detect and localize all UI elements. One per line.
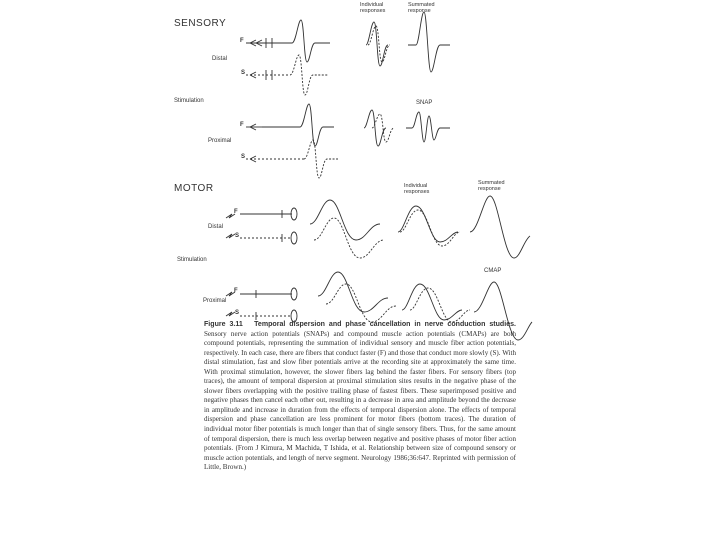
motor-distal-slow-letter: S <box>235 233 240 239</box>
sensory-title: SENSORY <box>174 18 227 29</box>
sensory-summated-header: Summated response <box>408 2 435 14</box>
motor-stimulation-label: Stimulation <box>177 257 207 263</box>
motor-proximal-label: Proximal <box>203 298 227 304</box>
sensory-proximal-diagram <box>246 124 304 162</box>
motor-individual-proximal-slow <box>410 288 470 322</box>
motor-distal-fast-wave <box>310 200 380 240</box>
motor-proximal-fast-wave <box>318 272 388 312</box>
sensory-proximal-slow-wave <box>304 140 338 178</box>
figure-label: Figure 3.11 <box>204 321 243 328</box>
sensory-distal-slow-wave <box>290 55 328 95</box>
sensory-individual-proximal-fast <box>364 110 386 146</box>
cmap-label: CMAP <box>484 268 502 274</box>
sensory-proximal-slow-letter: S <box>241 154 246 160</box>
motor-proximal-diagram <box>226 288 297 322</box>
motor-summated-distal <box>470 196 530 258</box>
sensory-summated-proximal <box>406 112 450 142</box>
motor-proximal-slow-letter: S <box>235 310 240 316</box>
motor-distal-fast-letter: F <box>234 209 238 215</box>
motor-summated-header: Summated response <box>478 180 505 192</box>
sensory-individual-distal-slow <box>368 26 390 62</box>
sensory-summated-distal <box>408 12 450 72</box>
sensory-stimulation-label: Stimulation <box>174 98 204 104</box>
sensory-distal-label: Distal <box>212 56 228 62</box>
motor-distal-diagram <box>226 208 297 244</box>
sensory-proximal-fast-wave <box>300 104 334 146</box>
figure-caption <box>204 320 516 473</box>
sensory-proximal-fast-letter: F <box>240 122 244 128</box>
snap-label: SNAP <box>416 100 433 106</box>
motor-proximal-slow-wave <box>326 284 396 322</box>
figure-title: Temporal dispersion and phase cancellation in nerve conduction studies. <box>254 321 516 328</box>
motor-individual-proximal-fast <box>402 284 462 320</box>
sensory-distal-fast-letter: F <box>240 38 244 44</box>
sensory-proximal-label: Proximal <box>208 138 232 144</box>
motor-individual-header: Individual responses <box>404 183 430 195</box>
motor-proximal-fast-letter: F <box>234 288 238 294</box>
sensory-distal-slow-letter: S <box>241 70 246 76</box>
sensory-individual-header: Individual responses <box>360 2 386 14</box>
motor-distal-label: Distal <box>208 224 224 230</box>
motor-title: MOTOR <box>174 183 214 194</box>
motor-distal-slow-wave <box>314 218 384 258</box>
figure-caption-body: Sensory nerve action potentials (SNAPs) and compound muscle action potentials (CMAPs) are both compound potentials, representing the summation of individual sensory and muscle fiber action potentials, respectively. In each case, there are fibers that conduct faster (F) and those that conduct more slowly (S). With distal stimulation, fast and slow fiber potentials arrive at the recording site at approximately the same time. With proximal stimulation, however, the slower fibers lag behind the faster fibers. For sensory fibers (top traces), the amount of temporal dispersion at proximal stimulation sites results in the negative phase of the slower fibers overlapping with the positive trailing phase of fastest fibers. These superimposed positive and negative phases then cancel each other out, resulting in a decrease in area and amplitude beyond the decrease in amplitude and increase in duration from the effects of temporal dispersion alone. The effects of temporal dispersion and phase cancellation are less prominent for motor fibers (bottom traces). The duration of individual motor fiber potentials is much longer than that of single sensory fibers. Thus, for the same amount of temporal dispersion, there is much less overlap between negative and positive phases of motor fiber action potentials. (From J Kimura, M Machida, T Ishida, et al. Relationship between size of compound sensory or muscle action potentials, and length of nerve segment. Neurology 1986;36:647. Reprinted with permission of Little, Brown.) <box>204 329 516 472</box>
sensory-distal-diagram <box>246 38 292 80</box>
